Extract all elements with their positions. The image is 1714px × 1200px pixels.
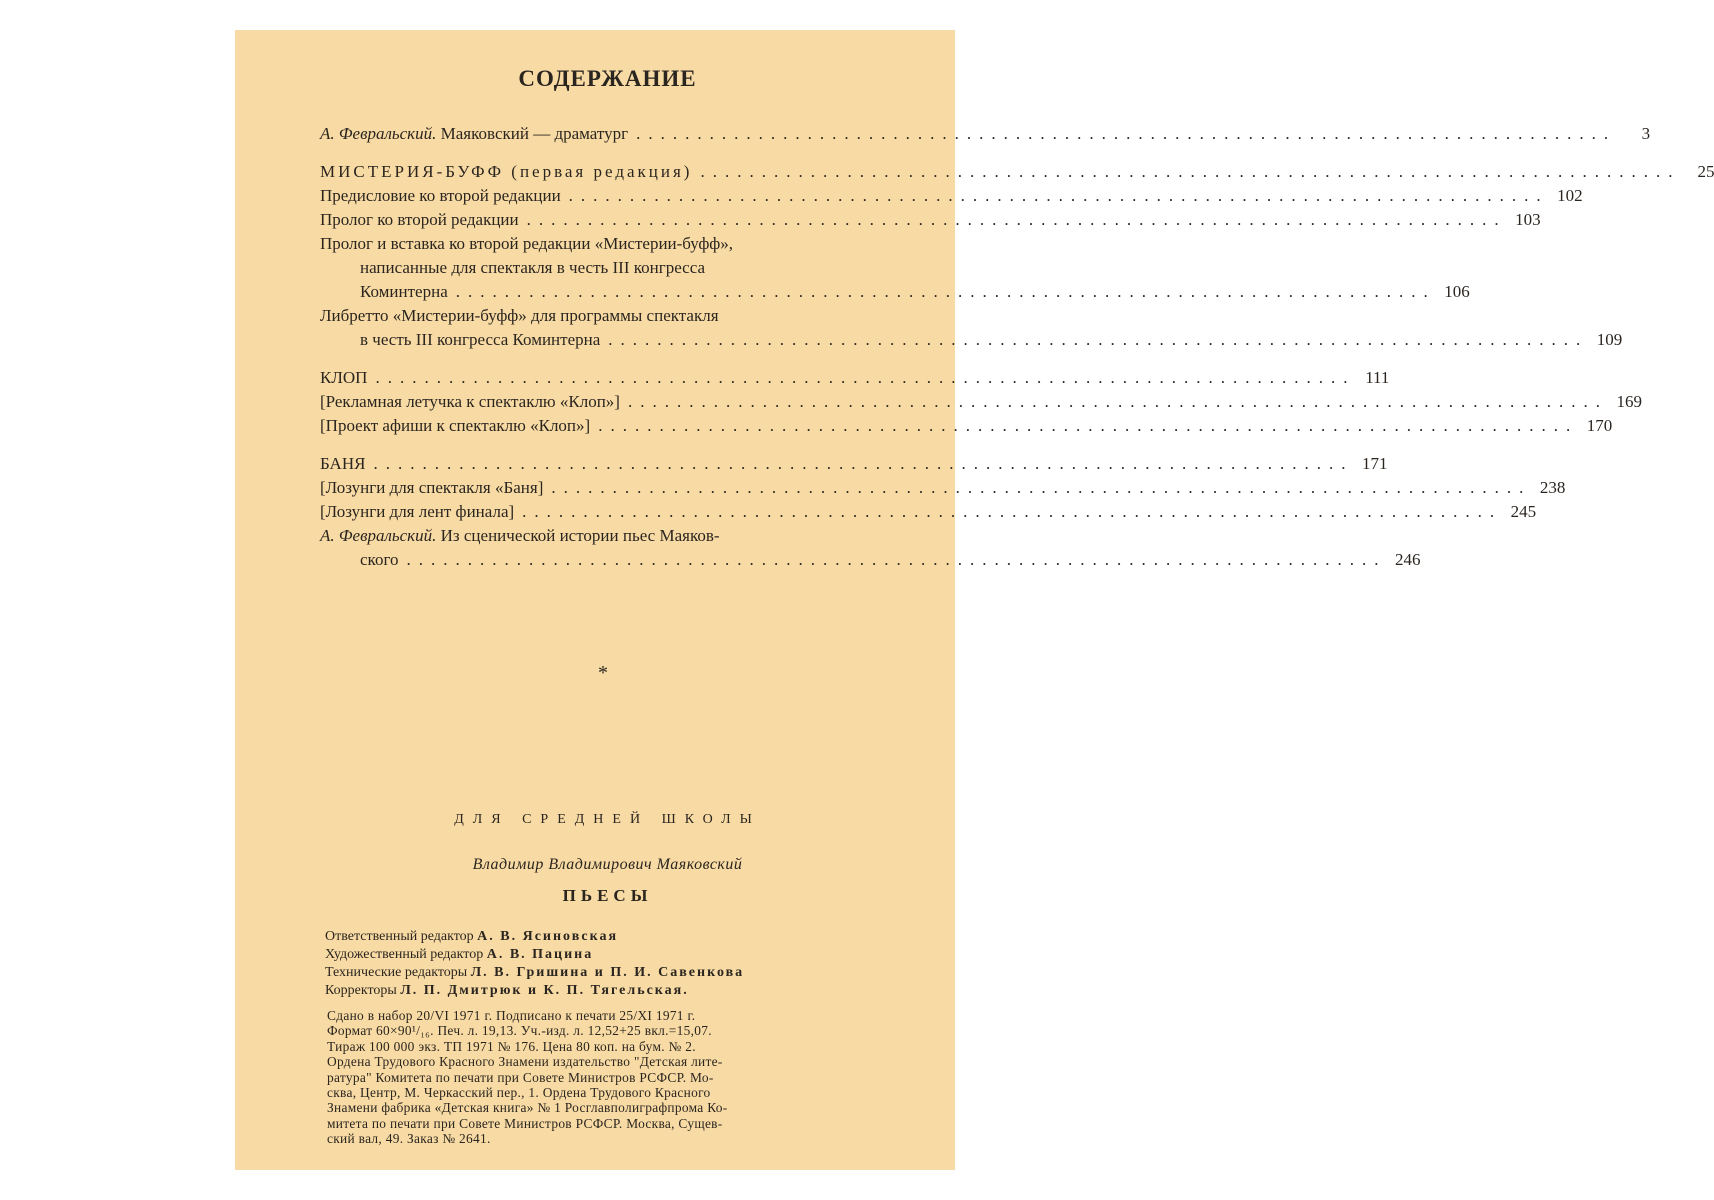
- toc-entry-title: [320, 184, 561, 208]
- toc-leader-dots: ................................................................................: [608, 330, 1589, 349]
- toc-entry-line: написанные для спектакля в честь III конгресса: [360, 258, 706, 277]
- toc-entry: [320, 390, 1642, 414]
- toc-leader-dots: ................................................................................: [455, 282, 1436, 301]
- toc-leader-dots: ................................................................................: [568, 186, 1549, 205]
- colophon-line: ский вал, 49. Заказ № 2641.: [327, 1131, 491, 1147]
- toc-entry-text: Предисловие ко второй редакции: [320, 186, 561, 205]
- toc-entry-line: [320, 500, 1537, 524]
- toc-entry-author: А. Февральский.: [320, 124, 437, 143]
- toc-entry: [320, 500, 1537, 524]
- toc-leader-dots: ................................................................................: [373, 454, 1354, 473]
- toc-entry: [320, 232, 1470, 304]
- toc-entry-line: [320, 184, 1583, 208]
- toc-leader-dots: ................................................................................: [526, 210, 1507, 229]
- toc-entry-line: [320, 414, 1613, 438]
- credit-names: А. В. Пацина: [486, 947, 594, 962]
- toc-page-number: 102: [1557, 186, 1583, 205]
- toc-entry-title: ского: [360, 550, 399, 569]
- credit-role: Технические редакторы: [325, 965, 471, 980]
- toc-entry-line: [320, 366, 1390, 390]
- toc-entry: [320, 208, 1541, 232]
- toc-entry-text: Пролог ко второй редакции: [320, 210, 519, 229]
- colophon: [327, 1008, 887, 1147]
- credit-line: [325, 964, 925, 982]
- book-page: [235, 30, 1714, 1170]
- toc-leader-dots: ................................................................................: [627, 392, 1608, 411]
- toc-entry-line: Пролог и вставка ко второй редакции «Мистерии-буфф»,: [320, 234, 734, 253]
- toc-leader-dots: ................................................................................: [636, 124, 1617, 143]
- toc-entry-title: [320, 414, 590, 438]
- toc-entry-line: [320, 390, 1642, 414]
- table-of-contents: [320, 122, 1714, 572]
- colophon-line: сква, Центр, М. Черкасский пер., 1. Ордена Трудового Красного: [327, 1085, 711, 1101]
- toc-entry-line: [320, 328, 1623, 352]
- toc-entry-title: [320, 122, 628, 146]
- toc-page-number: 246: [1395, 550, 1421, 569]
- editorial-credits: [325, 928, 925, 1000]
- toc-entry-text: Маяковский — драматург: [436, 124, 629, 143]
- toc-section-gap: [320, 438, 895, 452]
- toc-entry-line: А. Февральский. Из сценической истории пьес Маяков-: [320, 526, 720, 545]
- book-title: ПЬЕСЫ: [562, 886, 653, 905]
- toc-entry: [320, 160, 1714, 184]
- contents-heading: СОДЕРЖАНИЕ: [518, 66, 697, 91]
- toc-section-gap: [320, 146, 895, 160]
- toc-entry-text: [Рекламная летучка к спектаклю «Клоп»]: [320, 392, 620, 411]
- toc-leader-dots: ................................................................................: [700, 162, 1681, 181]
- toc-entry-title: [320, 160, 692, 184]
- colophon-line: Сдано в набор 20/VI 1971 г. Подписано к печати 25/XI 1971 г.: [327, 1008, 696, 1023]
- series-label: ДЛЯ СРЕДНЕЙ ШКОЛЫ: [454, 812, 761, 827]
- credit-line: [325, 982, 925, 1000]
- toc-leader-dots: ................................................................................: [522, 502, 1503, 521]
- toc-entry-line: [320, 280, 1470, 304]
- toc-entry-author: А. Февральский.: [320, 526, 437, 545]
- credit-line: [325, 946, 925, 964]
- book-author: Владимир Владимирович Маяковский: [472, 856, 743, 873]
- toc-section-gap: [320, 352, 895, 366]
- toc-entry: [320, 452, 1388, 476]
- toc-entry-text: БАНЯ: [320, 454, 366, 473]
- toc-entry: [320, 414, 1613, 438]
- toc-page-number: 103: [1515, 210, 1541, 229]
- colophon-line: Тираж 100 000 экз. ТП 1971 № 176. Цена 80 коп. на бум. № 2.: [327, 1038, 696, 1054]
- toc-entry-text: [Лозунги для лент финала]: [320, 502, 515, 521]
- credit-role: Художественный редактор: [325, 947, 487, 962]
- toc-page-number: 238: [1539, 478, 1566, 497]
- toc-entry: [320, 366, 1390, 390]
- credit-role: Ответственный редактор: [325, 929, 478, 944]
- colophon-line: митета по печати при Совете Министров РСФСР. Москва, Сущев-: [327, 1115, 723, 1131]
- toc-entry-text: [Лозунги для спектакля «Баня]: [320, 478, 544, 497]
- colophon-line: Формат 60×90¹/₁₆. Печ. л. 19,13. Уч.-изд. л. 12,52+25 вкл.=15,07.: [327, 1023, 712, 1039]
- toc-entry-text: [Проект афиши к спектаклю «Клоп»]: [320, 416, 591, 435]
- toc-page-number: 170: [1586, 416, 1613, 435]
- toc-entry-line: [320, 452, 1388, 476]
- toc-page-number: 25: [1697, 162, 1714, 181]
- toc-entry-line: [320, 208, 1541, 232]
- toc-page-number: 111: [1365, 368, 1390, 387]
- colophon-line: ратура" Комитета по печати при Совете Министров РСФСР. Мо-: [327, 1069, 714, 1085]
- toc-entry: [320, 122, 1651, 146]
- toc-entry-line: [320, 476, 1566, 500]
- credit-names: А. В. Ясиновская: [477, 929, 619, 944]
- section-divider-asterisk: *: [598, 662, 608, 684]
- credit-role: Корректоры: [325, 983, 401, 998]
- toc-entry-title: [320, 366, 367, 390]
- toc-entry: [320, 304, 1623, 352]
- toc-entry-line: [320, 160, 1714, 184]
- toc-entry-title: [320, 476, 543, 500]
- toc-page-number: 171: [1361, 454, 1388, 473]
- toc-entry-title: [320, 390, 620, 414]
- credit-line: [325, 928, 925, 946]
- toc-page-number: 169: [1616, 392, 1642, 411]
- toc-page-number: 3: [1641, 124, 1651, 143]
- toc-entry-line: [320, 548, 1421, 572]
- toc-entry-text: МИСТЕРИЯ-БУФФ (первая редакция): [320, 162, 693, 181]
- colophon-line: Ордена Трудового Красного Знамени издательство "Детская лите-: [327, 1054, 723, 1070]
- toc-entry-text: КЛОП: [320, 368, 368, 387]
- toc-entry-title: в честь III конгресса Коминтерна: [360, 330, 601, 349]
- toc-page-number: 109: [1596, 330, 1623, 349]
- toc-entry-title: Коминтерна: [360, 282, 448, 301]
- credit-names: Л. В. Гришина и П. И. Савенкова: [470, 965, 745, 980]
- toc-entry: [320, 524, 1421, 572]
- toc-leader-dots: ................................................................................: [598, 416, 1579, 435]
- toc-leader-dots: ................................................................................: [375, 368, 1356, 387]
- toc-page-number: 245: [1510, 502, 1537, 521]
- toc-entry-line: [320, 122, 1651, 146]
- colophon-line: Знамени фабрика «Детская книга» № 1 Росглавполиграфпрома Ко-: [327, 1100, 728, 1116]
- toc-entry-title: [320, 452, 365, 476]
- toc-leader-dots: ................................................................................: [406, 550, 1387, 569]
- credit-names: Л. П. Дмитрюк и К. П. Тягельская.: [400, 983, 689, 998]
- toc-entry: [320, 476, 1566, 500]
- toc-entry-title: [320, 500, 514, 524]
- toc-page-number: 106: [1444, 282, 1470, 301]
- toc-entry-line: Либретто «Мистерии-буфф» для программы спектакля: [320, 306, 719, 325]
- toc-leader-dots: ................................................................................: [551, 478, 1532, 497]
- toc-entry: [320, 184, 1583, 208]
- toc-entry-title: [320, 208, 519, 232]
